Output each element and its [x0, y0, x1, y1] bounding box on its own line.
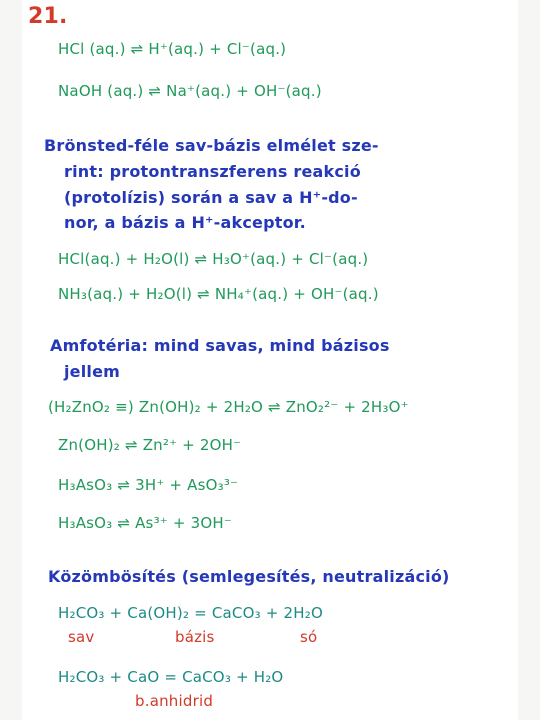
bronsted-text-line-4: nor, a bázis a H⁺-akceptor. [64, 213, 306, 232]
amphoteric-text-line-2: jellem [64, 362, 121, 381]
equation-neutralization-1: H₂CO₃ + Ca(OH)₂ = CaCO₃ + 2H₂O [58, 604, 323, 622]
equation-nh3-protolysis: NH₃(aq.) + H₂O(l) ⇌ NH₄⁺(aq.) + OH⁻(aq.) [58, 285, 379, 303]
bronsted-text-line-2: rint: protontranszferens reakció [64, 162, 361, 181]
amphoteric-text-line-1: Amfotéria: mind savas, mind bázisos [50, 336, 390, 355]
equation-hcl-dissociation: HCl (aq.) ⇌ H⁺(aq.) + Cl⁻(aq.) [58, 40, 287, 58]
bronsted-text-line-1: Brönsted-féle sav-bázis elmélet sze- [44, 136, 379, 155]
label-bazis: bázis [175, 628, 215, 646]
label-sav: sav [68, 628, 95, 646]
neutralization-title: Közömbösítés (semlegesítés, neutralizáció) [48, 567, 450, 586]
equation-arsenous-basic: H₃AsO₃ ⇌ As³⁺ + 3OH⁻ [58, 514, 232, 532]
equation-arsenous-acidic: H₃AsO₃ ⇌ 3H⁺ + AsO₃³⁻ [58, 476, 239, 494]
equation-zinc-hydroxide-acidic: (H₂ZnO₂ ≡) Zn(OH)₂ + 2H₂O ⇌ ZnO₂²⁻ + 2H₃O⁺ [48, 398, 409, 416]
exercise-number: 21. [28, 4, 68, 29]
label-basic-anhydride: b.anhidrid [135, 692, 214, 710]
equation-zinc-hydroxide-basic: Zn(OH)₂ ⇌ Zn²⁺ + 2OH⁻ [58, 436, 242, 454]
equation-naoh-dissociation: NaOH (aq.) ⇌ Na⁺(aq.) + OH⁻(aq.) [58, 82, 322, 100]
equation-hcl-protolysis: HCl(aq.) + H₂O(l) ⇌ H₃O⁺(aq.) + Cl⁻(aq.) [58, 250, 369, 268]
label-so: só [300, 628, 318, 646]
left-margin [0, 0, 22, 720]
bronsted-text-line-3: (protolízis) során a sav a H⁺-do- [64, 188, 358, 207]
equation-neutralization-2: H₂CO₃ + CaO = CaCO₃ + H₂O [58, 668, 284, 686]
right-margin [518, 0, 540, 720]
